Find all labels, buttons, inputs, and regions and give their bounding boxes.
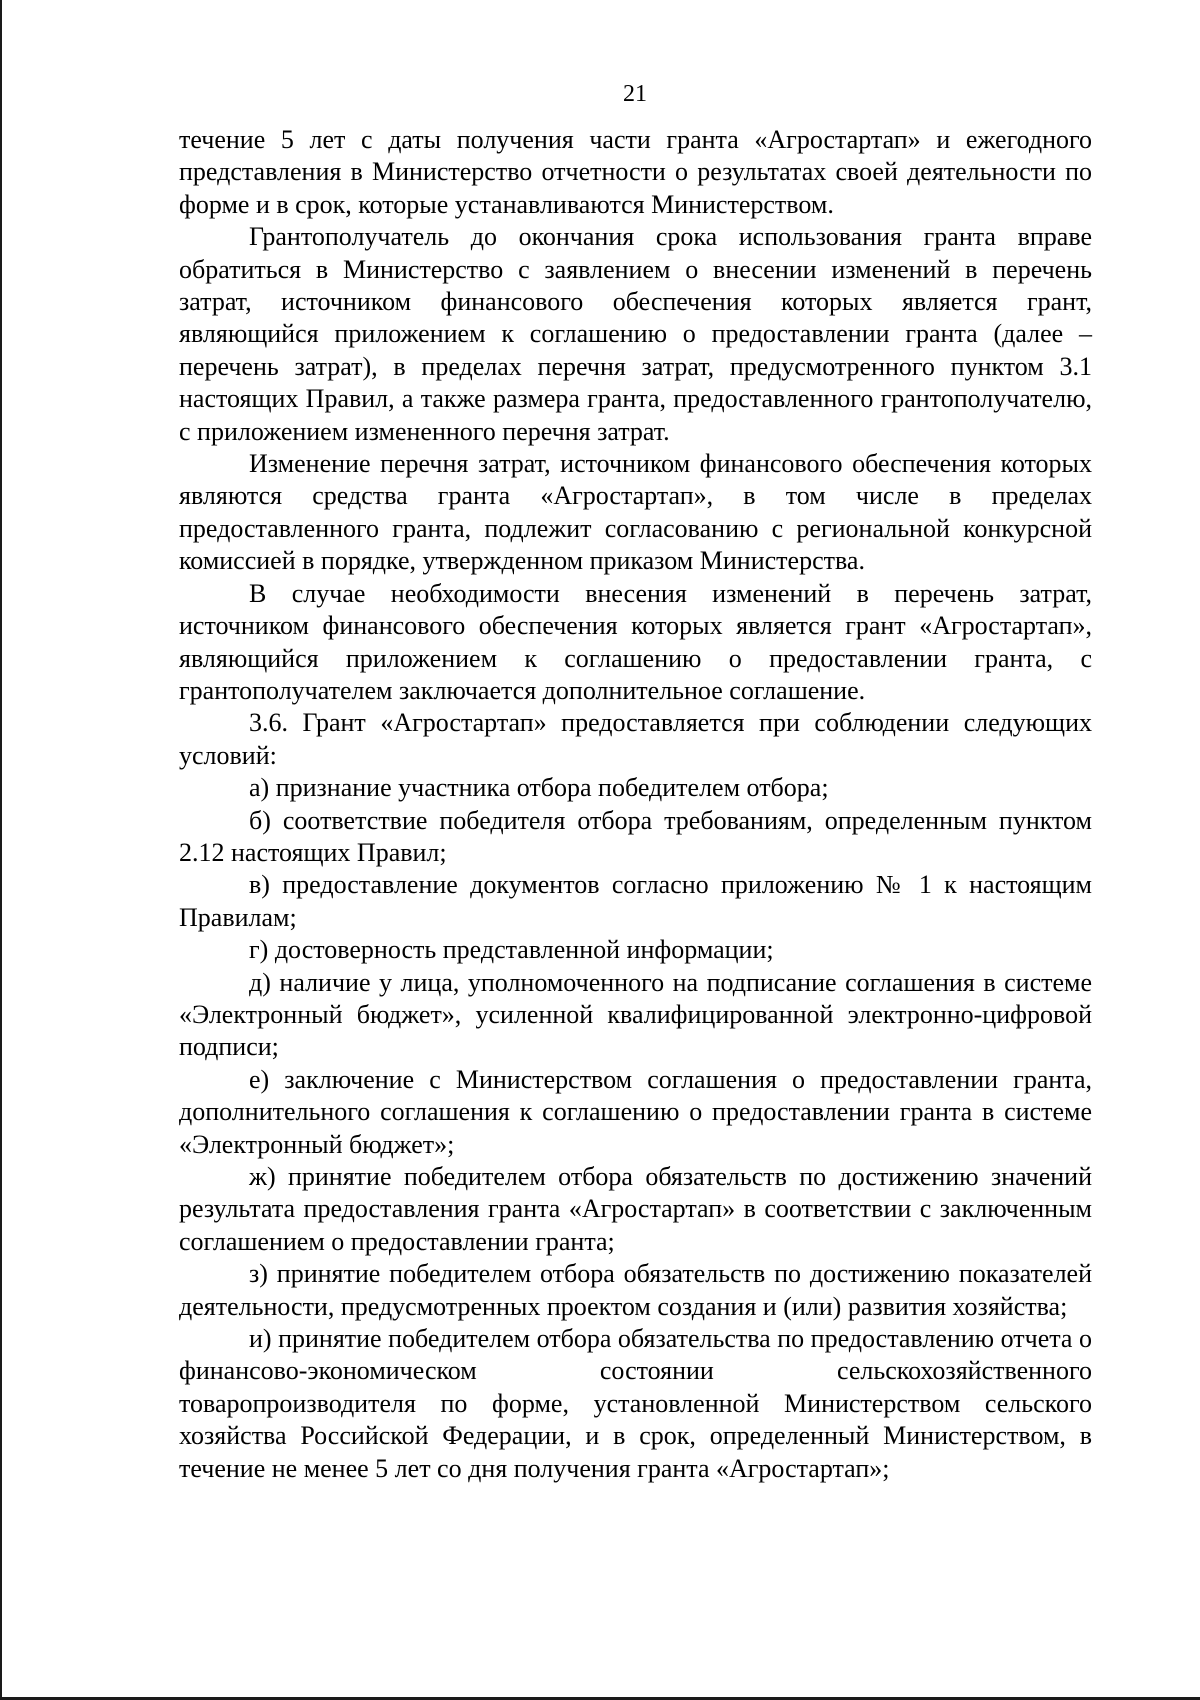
list-item-d: д) наличие у лица, уполномоченного на подписание соглашения в системе «Электронный бюджет», усиленной квалифицированной электронно-цифровой подписи; <box>179 967 1092 1062</box>
scan-edge-left <box>0 0 2 1700</box>
list-item-b: б) соответствие победителя отбора требованиям, определенным пунктом 2.12 настоящих Правил; <box>179 805 1092 867</box>
list-item-v: в) предоставление документов согласно приложению № 1 к настоящим Правилам; <box>179 870 1092 932</box>
paragraph-clause-3-6: 3.6. Грант «Агростартап» предоставляется при соблюдении следующих условий: <box>179 708 1092 770</box>
paragraph-cost-list-change: Изменение перечня затрат, источником финансового обеспечения которых являются средства гранта «Агростартап», в том числе в пределах предоставленного гранта, подлежит согласованию с региональной конкурсной комиссией в порядке, утвержденном приказом Министерства. <box>179 449 1092 576</box>
paragraph-grant-recipient-changes: Грантополучатель до окончания срока использования гранта вправе обратиться в Министерство с заявлением о внесении изменений в перечень затрат, источником финансового обеспечения которых является грант, являющийся приложением к соглашению о предоставлении гранта (далее – перечень затрат), в пределах перечня затрат, предусмотренного пунктом 3.1 настоящих Правил, а также размера гранта, предоставленного грантополучателю, с приложением измененного перечня затрат. <box>179 222 1092 446</box>
list-item-e: е) заключение с Министерством соглашения о предоставлении гранта, дополнительного соглашения к соглашению о предоставлении гранта в системе «Электронный бюджет»; <box>179 1064 1092 1159</box>
page-number: 21 <box>623 81 647 107</box>
paragraph-continuation: течение 5 лет с даты получения части гранта «Агростартап» и ежегодного представления в Министерство отчетности о результатах своей деятельности по форме и в срок, которые устанавливаются Министерством. <box>179 125 1092 219</box>
list-item-a: а) признание участника отбора победителем отбора; <box>249 773 829 803</box>
document-body <box>179 124 1092 1485</box>
list-item-g: г) достоверность представленной информации; <box>249 935 774 965</box>
paragraph-additional-agreement: В случае необходимости внесения изменений в перечень затрат, источником финансового обеспечения которых является грант «Агростартап», являющийся приложением к соглашению о предоставлении гранта, с грантополучателем заключается дополнительное соглашение. <box>179 578 1092 705</box>
list-item-zh: ж) принятие победителем отбора обязательств по достижению значений результата предоставления гранта «Агростартап» в соответствии с заключенным соглашением о предоставлении гранта; <box>179 1162 1092 1256</box>
list-item-z: з) принятие победителем отбора обязательств по достижению показателей деятельности, предусмотренных проектом создания и (или) развития хозяйства; <box>179 1259 1092 1321</box>
list-item-i: и) принятие победителем отбора обязательства по предоставлению отчета о финансово-экономическом состоянии сельскохозяйственного товаропроизводителя по форме, установленной Министерством сельского хозяйства Российской Федерации, и в срок, определенный Министерством, в течение не менее 5 лет со дня получения гранта «Агростартап»; <box>179 1324 1092 1483</box>
